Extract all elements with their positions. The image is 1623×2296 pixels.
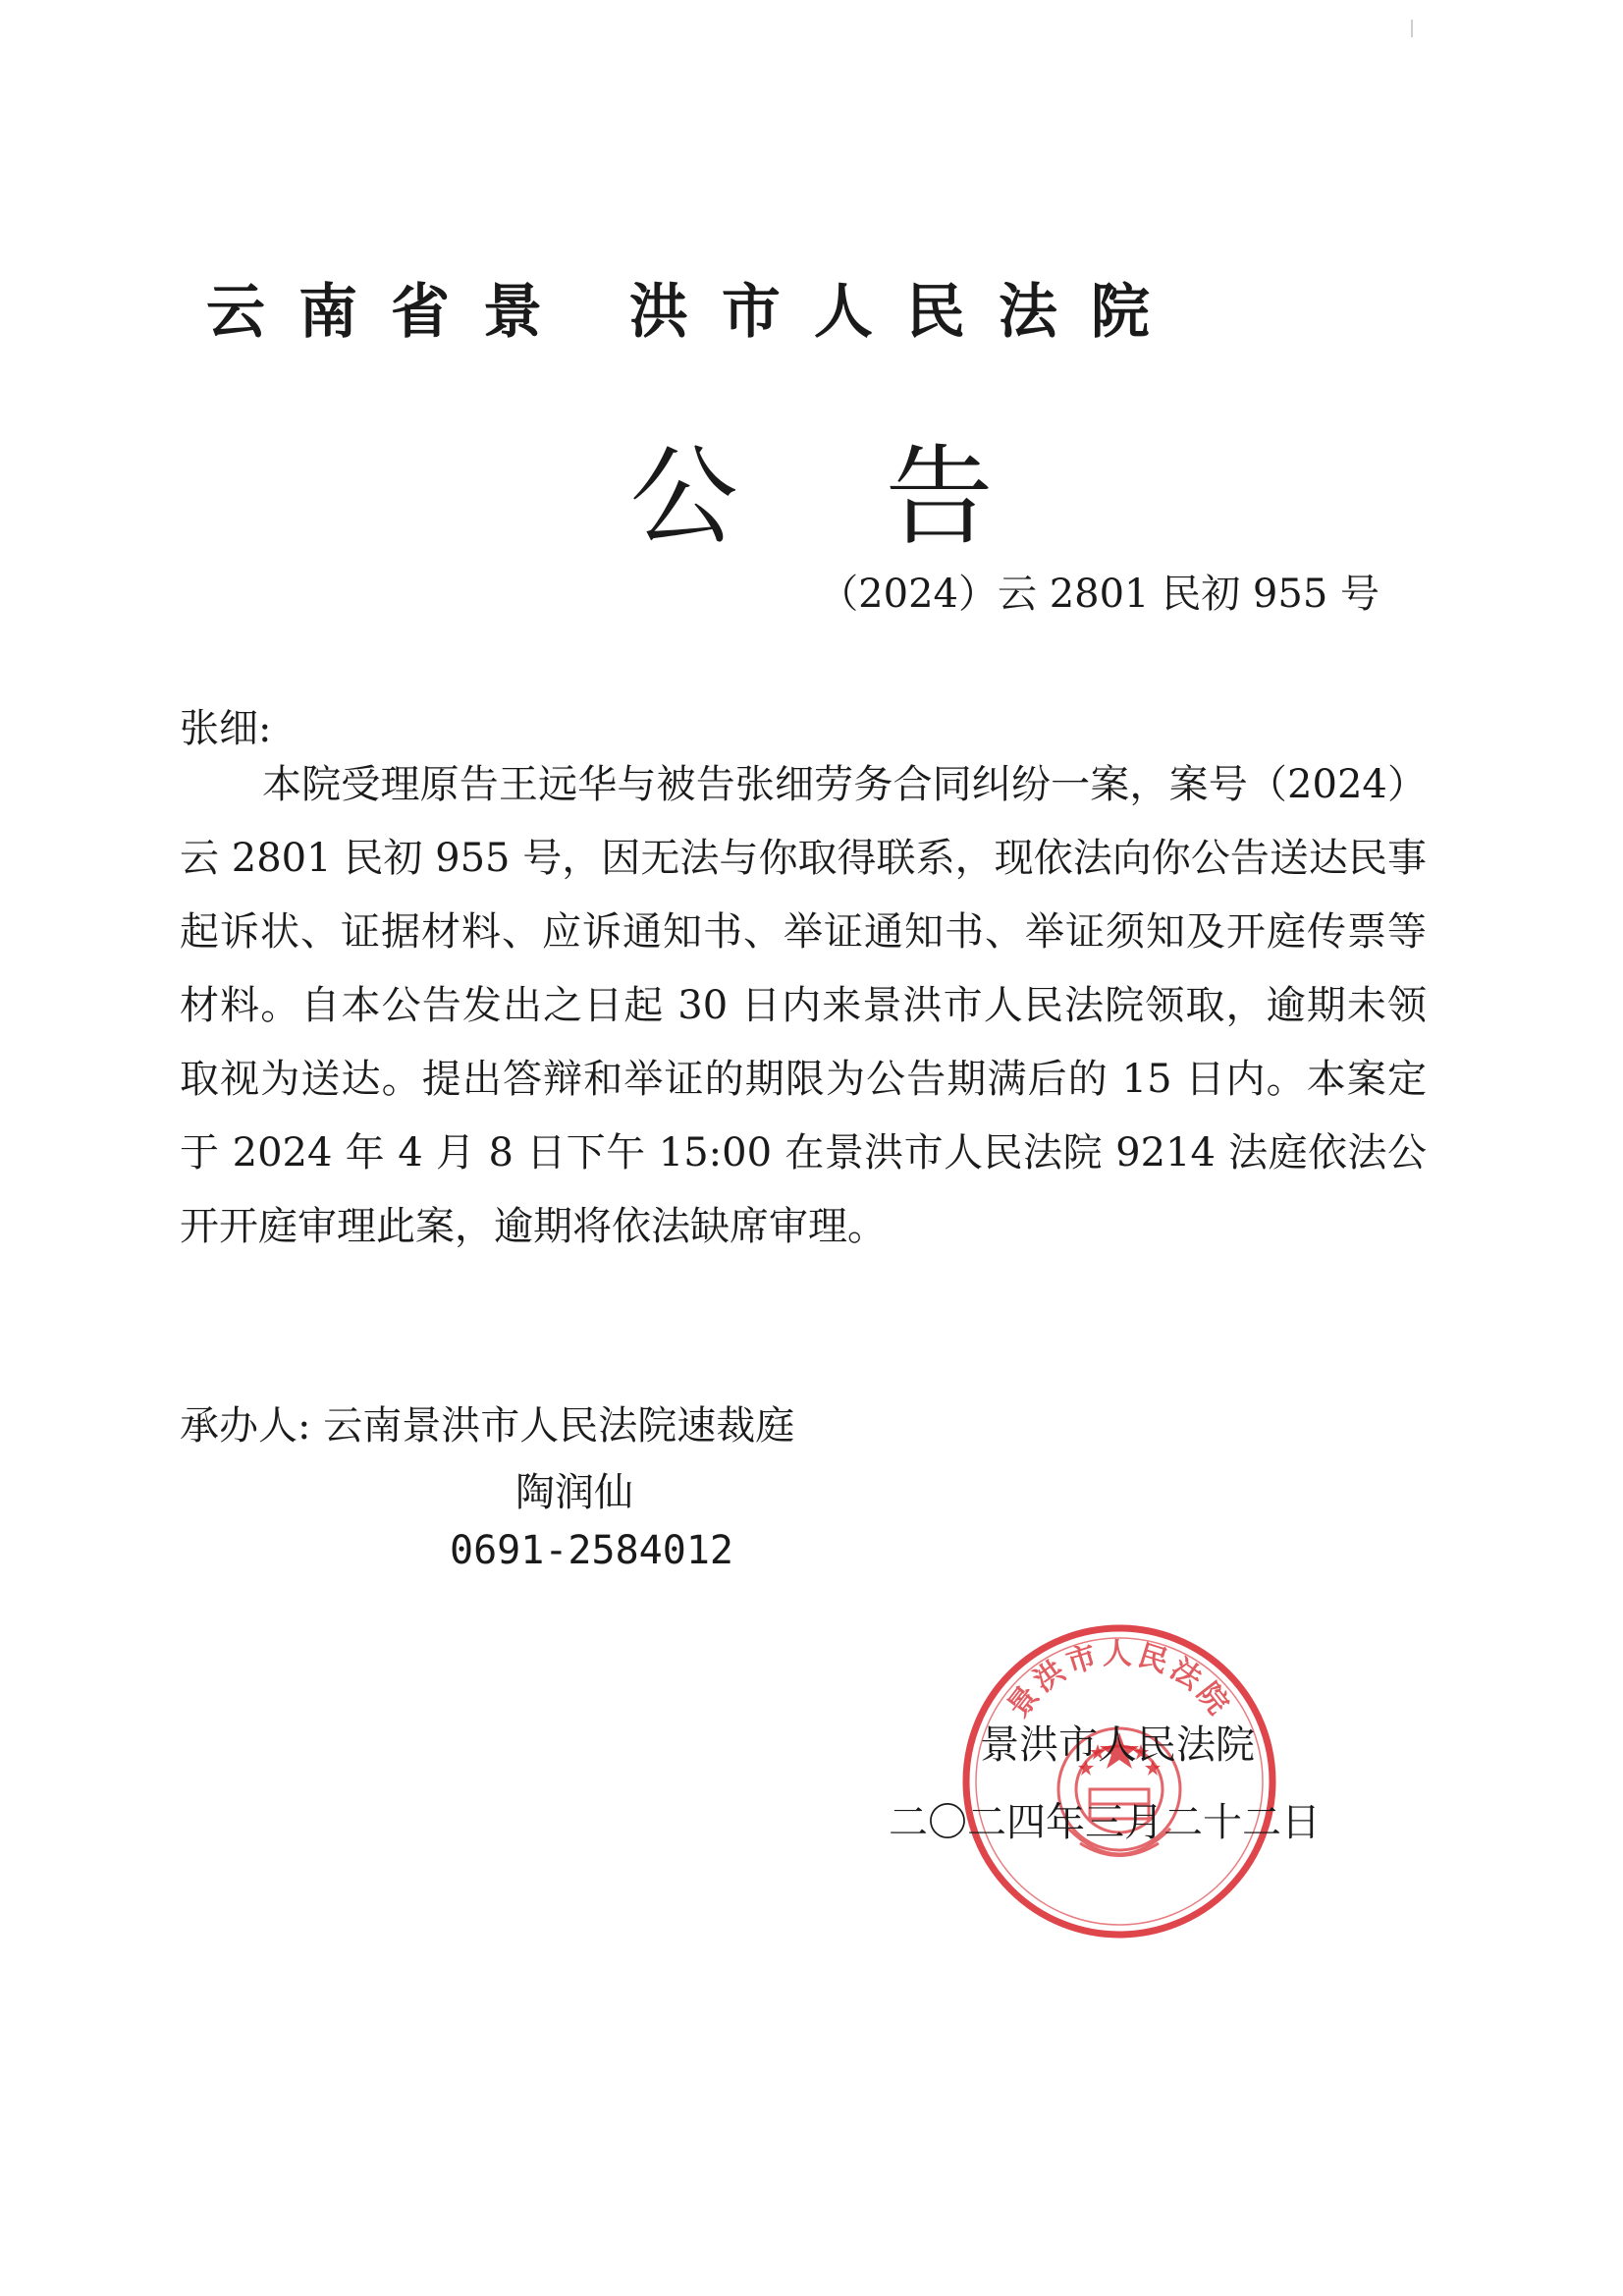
- addressee: 张细:: [180, 706, 272, 751]
- handler-phone: 0691-2584012: [450, 1528, 733, 1573]
- handler-name: 陶润仙: [515, 1470, 633, 1515]
- document-title: [0, 410, 1623, 566]
- court-seal-icon: [960, 1622, 1278, 1941]
- title-char-2: 告: [885, 434, 994, 560]
- issue-date: 二〇二四年三月二十二日: [889, 1800, 1321, 1845]
- case-number: （2024）云 2801 民初 955 号: [819, 572, 1380, 617]
- handler-line: 承办人: 云南景洪市人民法院速裁庭: [180, 1403, 795, 1449]
- scan-mark: [1411, 20, 1413, 37]
- notice-body: 本院受理原告王远华与被告张细劳务合同纠纷一案，案号（2024）云 2801 民初 955 号，因无法与你取得联系，现依法向你公告送达民事起诉状、证据材料、应诉通知书、举证通知书、举证须知及开庭传票等材料。自本公告发出之日起 30 日内来景洪市人民法院领取，逾期未领取视为送达。提出答辩和举证的期限为公告期满后的 15 日内。本案定于 2024 年 4 月 8 日下午 15:00 在景洪市人民法院 9214 法庭依法公开开庭审理此案，逾期将依法缺席审理。: [180, 762, 1427, 1249]
- title-char-1: 公: [629, 434, 738, 560]
- issuing-court: 景洪市人民法院: [980, 1722, 1255, 1768]
- seal-arc-text: 景洪市人民法院: [1001, 1636, 1238, 1724]
- court-name: 云南省景 洪市人民法院: [206, 278, 1183, 347]
